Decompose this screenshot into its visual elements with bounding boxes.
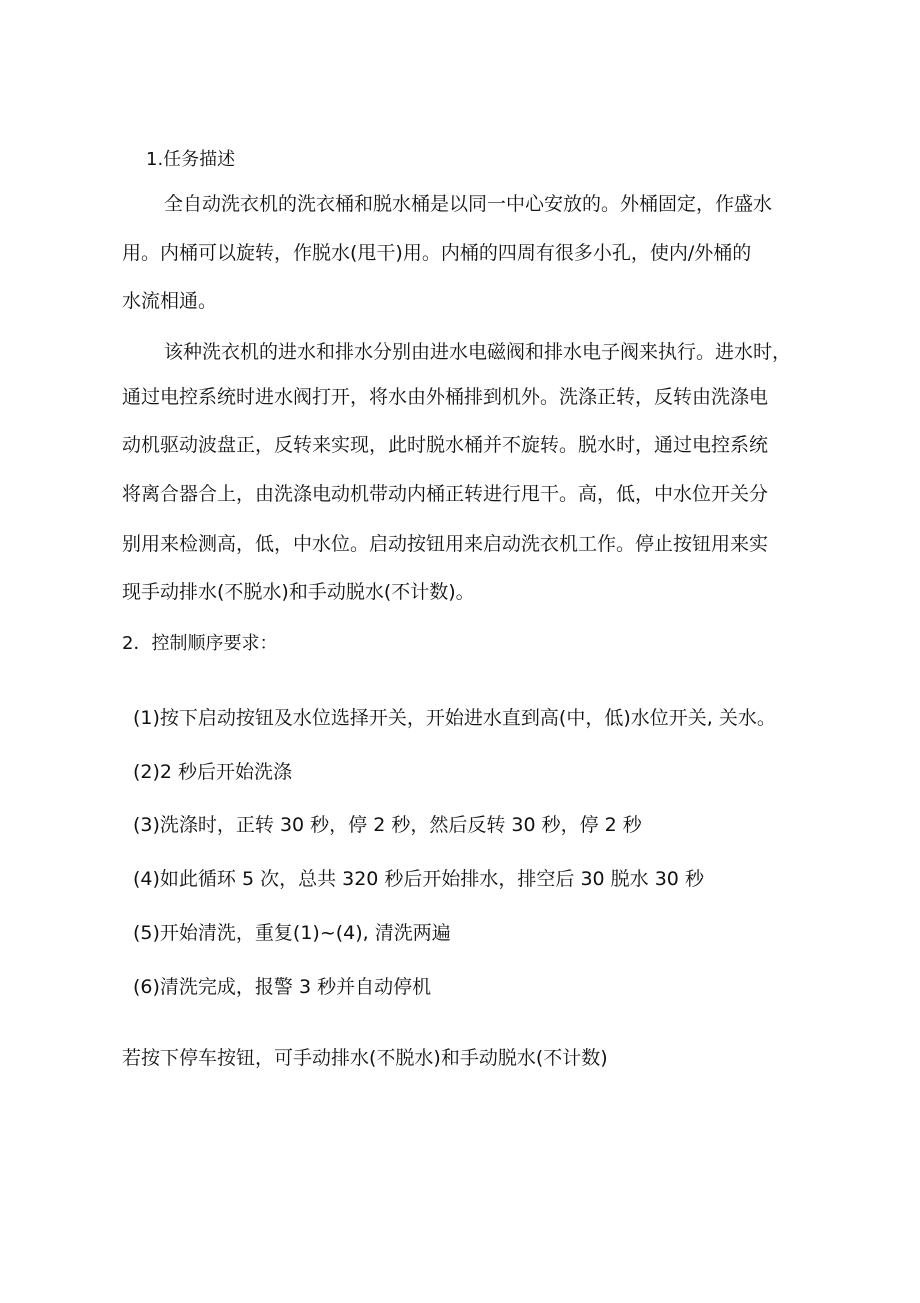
stop-note: 若按下停车按钮，可手动排水(不脱水)和手动脱水(不计数) <box>122 1047 608 1069</box>
section-1-heading: 1.任务描述 <box>146 149 236 170</box>
section-2-heading: 2．控制顺序要求： <box>122 633 278 654</box>
para-2-line-4: 将离合器合上，由洗涤电动机带动内桶正转进行甩干。高，低，中水位开关分 <box>122 483 769 505</box>
step-5: (5)开始清洗，重复(1)~(4), 清洗两遍 <box>133 922 451 944</box>
para-2-line-1: 该种洗衣机的进水和排水分别由进水电磁阀和排水电子阀来执行。进水时， <box>164 341 792 363</box>
para-2-line-3: 动机驱动波盘正，反转来实现，此时脱水桶并不旋转。脱水时，通过电控系统 <box>122 434 769 456</box>
para-1-line-2: 用。内桶可以旋转，作脱水(甩干)用。内桶的四周有很多小孔，使内/外桶的 <box>122 242 752 264</box>
step-3: (3)洗涤时，正转 30 秒，停 2 秒，然后反转 30 秒，停 2 秒 <box>133 814 642 836</box>
step-1: (1)按下启动按钮及水位选择开关，开始进水直到高(中，低)水位开关, 关水。 <box>133 707 776 729</box>
para-2-line-2: 通过电控系统时进水阀打开，将水由外桶排到机外。洗涤正转，反转由洗涤电 <box>122 386 769 408</box>
para-2-line-5: 别用来检测高，低，中水位。启动按钮用来启动洗衣机工作。停止按钮用来实 <box>122 533 769 555</box>
step-6: (6)清洗完成，报警 3 秒并自动停机 <box>133 976 432 998</box>
para-1-line-1: 全自动洗衣机的洗衣桶和脱水桶是以同一中心安放的。外桶固定，作盛水 <box>164 193 773 215</box>
para-2-line-6: 现手动排水(不脱水)和手动脱水(不计数)。 <box>122 581 475 603</box>
step-4: (4)如此循环 5 次，总共 320 秒后开始排水，排空后 30 脱水 30 秒 <box>133 868 704 890</box>
step-2: (2)2 秒后开始洗涤 <box>133 761 293 783</box>
para-1-line-3: 水流相通。 <box>122 290 218 312</box>
